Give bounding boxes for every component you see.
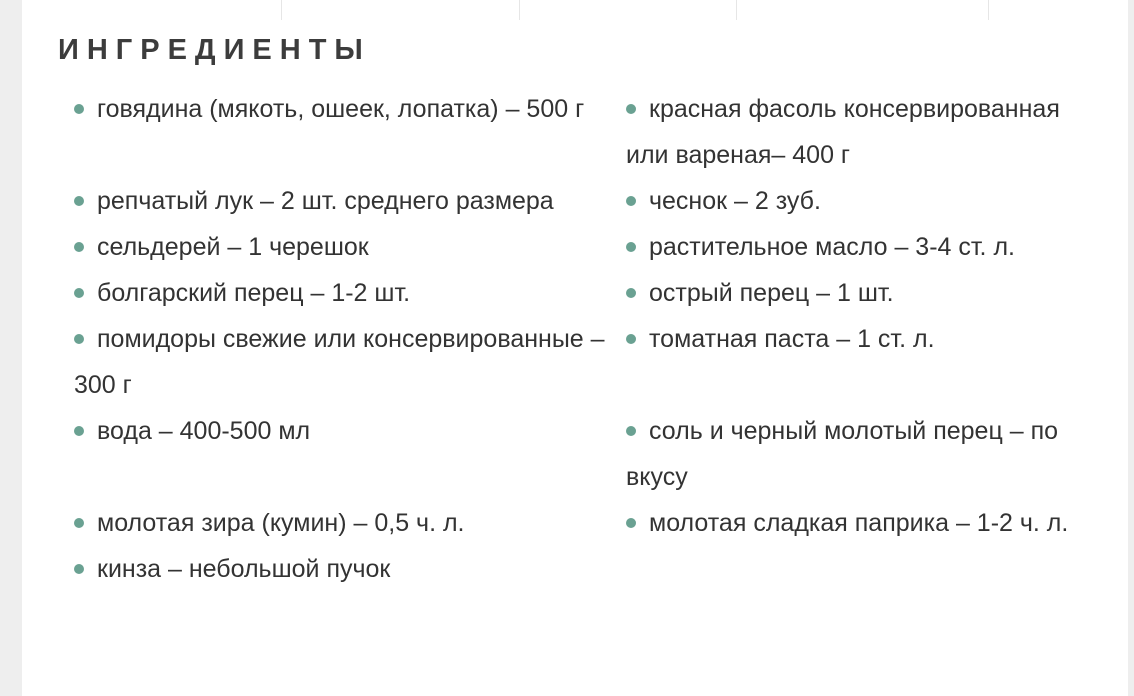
ingredient-text: молотая сладкая паприка – 1-2 ч. л. xyxy=(649,509,1069,537)
tab-divider xyxy=(736,0,737,20)
ingredient-text: говядина (мякоть, ошеек, лопатка) – 500 г xyxy=(97,95,585,123)
ingredient-text: сельдерей – 1 черешок xyxy=(97,233,369,261)
tab-strip xyxy=(22,0,1128,20)
ingredient-item xyxy=(626,408,1104,500)
bullet-icon xyxy=(74,426,84,436)
recipe-card xyxy=(22,0,1128,696)
bullet-icon xyxy=(626,104,636,114)
ingredient-item xyxy=(74,178,626,224)
ingredient-item xyxy=(626,316,1104,408)
ingredient-item xyxy=(74,86,626,178)
ingredient-item xyxy=(626,86,1104,178)
bullet-icon xyxy=(74,518,84,528)
ingredient-text: томатная паста – 1 ст. л. xyxy=(649,325,935,353)
ingredient-text: помидоры свежие или консервированные – 300 г xyxy=(74,325,605,399)
ingredient-text: острый перец – 1 шт. xyxy=(649,279,894,307)
bullet-icon xyxy=(626,288,636,298)
ingredient-item xyxy=(74,224,626,270)
ingredient-text: болгарский перец – 1-2 шт. xyxy=(97,279,411,307)
bullet-icon xyxy=(74,564,84,574)
ingredient-text: растительное масло – 3-4 ст. л. xyxy=(649,233,1015,261)
ingredient-text: молотая зира (кумин) – 0,5 ч. л. xyxy=(97,509,465,537)
tab-divider xyxy=(281,0,282,20)
ingredient-item xyxy=(74,408,626,500)
bullet-icon xyxy=(626,426,636,436)
tab-divider xyxy=(988,0,989,20)
ingredient-text: соль и черный молотый перец – по вкусу xyxy=(626,417,1059,491)
ingredient-item xyxy=(74,546,626,592)
bullet-icon xyxy=(626,334,636,344)
ingredient-item xyxy=(626,500,1104,546)
bullet-icon xyxy=(626,242,636,252)
ingredient-item xyxy=(74,270,626,316)
ingredient-item xyxy=(626,270,1104,316)
tab-divider xyxy=(519,0,520,20)
ingredient-text: репчатый лук – 2 шт. среднего размера xyxy=(97,187,554,215)
ingredient-text: чеснок – 2 зуб. xyxy=(649,187,821,215)
ingredient-item xyxy=(74,316,626,408)
section-title: ИНГРЕДИЕНТЫ xyxy=(58,34,371,66)
bullet-icon xyxy=(74,334,84,344)
ingredient-item xyxy=(626,178,1104,224)
bullet-icon xyxy=(626,196,636,206)
bullet-icon xyxy=(74,196,84,206)
ingredients-list xyxy=(74,86,1104,592)
bullet-icon xyxy=(74,288,84,298)
bullet-icon xyxy=(626,518,636,528)
bullet-icon xyxy=(74,104,84,114)
bullet-icon xyxy=(74,242,84,252)
ingredient-item xyxy=(74,500,626,546)
ingredient-text: кинза – небольшой пучок xyxy=(97,555,391,583)
ingredient-text: красная фасоль консервированная или вареная– 400 г xyxy=(626,95,1060,169)
ingredient-item xyxy=(626,224,1104,270)
ingredient-text: вода – 400-500 мл xyxy=(97,417,311,445)
